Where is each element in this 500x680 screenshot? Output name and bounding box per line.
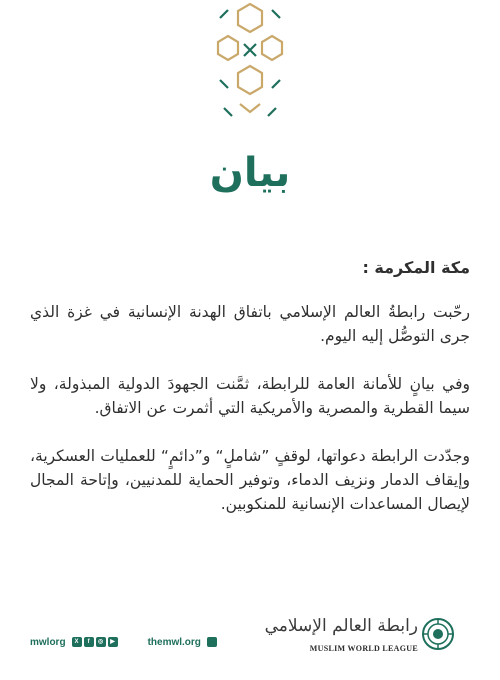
x-icon[interactable]: X [72,637,82,647]
mwl-logo [264,616,454,664]
website-link[interactable]: themwl.org [147,636,201,648]
mwl-emblem-icon [422,618,454,650]
page-title: بيان [209,150,291,196]
paragraph-3: وجدّدت الرابطة دعواتها، لوقفٍ ”شاملٍ“ و”دائمٍ“ للعمليات العسكرية، وإيقاف الدمار ونزيف الدماء، وتوفير الحماية للمدنيين، وإتاحة المجال لإيصال المساعدات الإنسانية للمنكوبين. [30,447,470,513]
paragraph-1: رحّبت رابطةُ العالم الإسلامي باتفاق الهدنة الإنسانية في غزة الذي جرى التوصُّل إليه اليوم. [30,303,470,345]
paragraph-2: وفي بيانٍ للأمانة العامة للرابطة، ثمَّنت الجهودَ الدولية المبذولة، ولا سيما القطرية والمصرية والأمريكية التي أثمرت عن الاتفاق. [30,375,470,417]
social-icons [72,637,118,647]
logo-english-text: MUSLIM WORLD LEAGUE [309,644,418,653]
geometric-pattern [214,0,286,122]
youtube-icon[interactable]: ▶ [108,637,118,647]
globe-icon [207,637,217,647]
footer-contact [30,634,217,650]
facebook-icon[interactable]: f [84,637,94,647]
social-handle[interactable]: mwlorg [30,636,66,648]
dateline-place: مكة المكرمة : [362,258,470,277]
instagram-icon[interactable]: ◎ [96,637,106,647]
statement-body [30,256,470,540]
logo-arabic-text: رابطة العالم الإسلامي [264,616,418,636]
